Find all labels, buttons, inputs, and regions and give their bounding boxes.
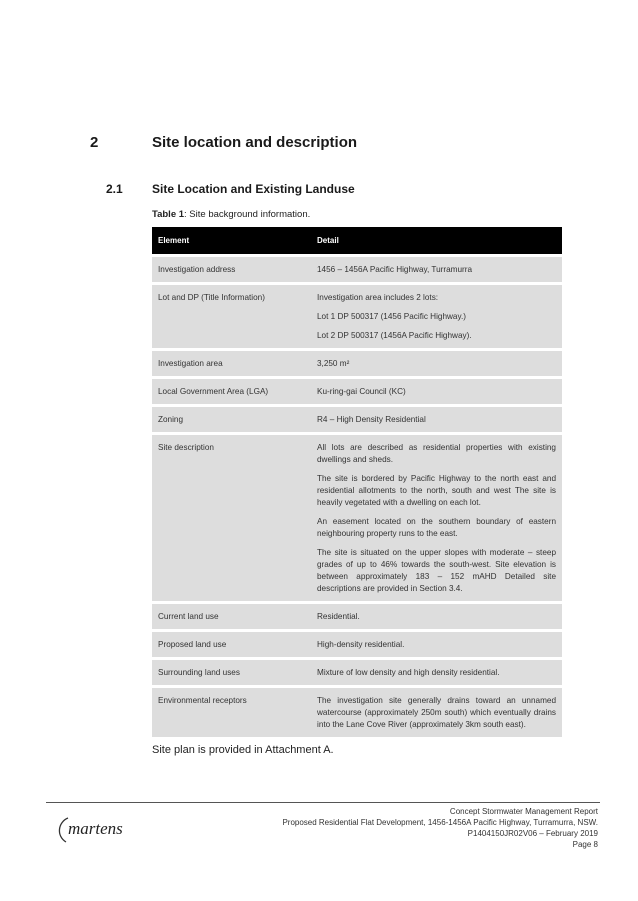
detail-paragraph: An easement located on the southern boundary of eastern neighbouring property runs to the east.: [317, 517, 556, 538]
detail-paragraph: 1456 – 1456A Pacific Highway, Turramurra: [317, 265, 473, 274]
element-cell: Lot and DP (Title Information): [152, 285, 311, 348]
header-detail: Detail: [311, 227, 562, 254]
detail-cell: [311, 407, 562, 432]
header-element: Element: [152, 227, 311, 254]
attachment-note: Site plan is provided in Attachment A.: [152, 744, 334, 756]
logo-text: martens: [68, 819, 123, 838]
detail-paragraph: Investigation area includes 2 lots:: [317, 293, 439, 302]
detail-paragraph: High-density residential.: [317, 640, 405, 649]
martens-logo: [54, 812, 150, 846]
logo-swoosh: [59, 818, 68, 842]
element-cell: Environmental receptors: [152, 688, 311, 737]
table-row: [152, 660, 562, 685]
element-cell: Local Government Area (LGA): [152, 379, 311, 404]
footer-reference: P1404150JR02V06 – February 2019: [467, 829, 598, 838]
detail-cell: [311, 435, 562, 601]
detail-cell: [311, 257, 562, 282]
detail-paragraph: Ku-ring-gai Council (KC): [317, 387, 406, 396]
footer-report-title: Concept Stormwater Management Report: [449, 807, 598, 816]
subsection-heading: [106, 182, 355, 196]
element-cell: Investigation area: [152, 351, 311, 376]
site-background-table: [152, 224, 562, 740]
table-row: [152, 435, 562, 601]
table-row: [152, 604, 562, 629]
element-cell: Surrounding land uses: [152, 660, 311, 685]
section-title: Site location and description: [152, 134, 358, 151]
detail-paragraph: The investigation site generally drains toward an unnamed watercourse (approximately 250m south) which eventually drains into the Lane Cove River (approximately 3km south east).: [317, 696, 556, 729]
detail-paragraph: Mixture of low density and high density residential.: [317, 668, 500, 677]
table-row: [152, 407, 562, 432]
element-cell: Zoning: [152, 407, 311, 432]
element-cell: Site description: [152, 435, 311, 601]
subsection-title: Site Location and Existing Landuse: [152, 182, 355, 196]
element-cell: Investigation address: [152, 257, 311, 282]
table-row: [152, 379, 562, 404]
section-number: 2: [90, 134, 99, 151]
table-caption-text: : Site background information.: [184, 209, 311, 220]
table-caption: [152, 209, 310, 220]
page-footer: [282, 806, 598, 850]
footer-project: Proposed Residential Flat Development, 1456-1456A Pacific Highway, Turramurra, NSW.: [282, 818, 598, 827]
detail-cell: [311, 379, 562, 404]
table-row: [152, 285, 562, 348]
table-caption-label: Table 1: [152, 209, 185, 220]
section-heading: [90, 134, 358, 151]
detail-cell: [311, 285, 562, 348]
table-row: [152, 688, 562, 737]
detail-cell: [311, 688, 562, 737]
detail-paragraph: Lot 2 DP 500317 (1456A Pacific Highway).: [317, 331, 472, 340]
table-body: [152, 257, 562, 737]
table-row: [152, 632, 562, 657]
detail-paragraph: The site is situated on the upper slopes with moderate – steep grades of up to 46% towards the south-west. Site elevation is between approximately 183 – 152 mAHD Detailed site descriptions are provided in Section 3.4.: [317, 548, 556, 593]
table-row: [152, 351, 562, 376]
footer-page-number: Page 8: [572, 840, 598, 849]
element-cell: Current land use: [152, 604, 311, 629]
detail-paragraph: Lot 1 DP 500317 (1456 Pacific Highway.): [317, 312, 466, 321]
footer-divider: [46, 802, 600, 803]
detail-cell: [311, 604, 562, 629]
detail-paragraph: 3,250 m²: [317, 359, 350, 368]
table-row: [152, 257, 562, 282]
detail-cell: [311, 632, 562, 657]
detail-cell: [311, 351, 562, 376]
detail-paragraph: The site is bordered by Pacific Highway to the north east and residential allotments to the north, south and west The site is heavily vegetated with a dwelling on each lot.: [317, 474, 556, 507]
subsection-number: 2.1: [106, 182, 123, 196]
detail-paragraph: R4 – High Density Residential: [317, 415, 426, 424]
table-header-row: [152, 227, 562, 254]
detail-cell: [311, 660, 562, 685]
detail-paragraph: Residential.: [317, 612, 360, 621]
detail-paragraph: All lots are described as residential properties with existing dwellings and sheds.: [317, 443, 556, 464]
element-cell: Proposed land use: [152, 632, 311, 657]
